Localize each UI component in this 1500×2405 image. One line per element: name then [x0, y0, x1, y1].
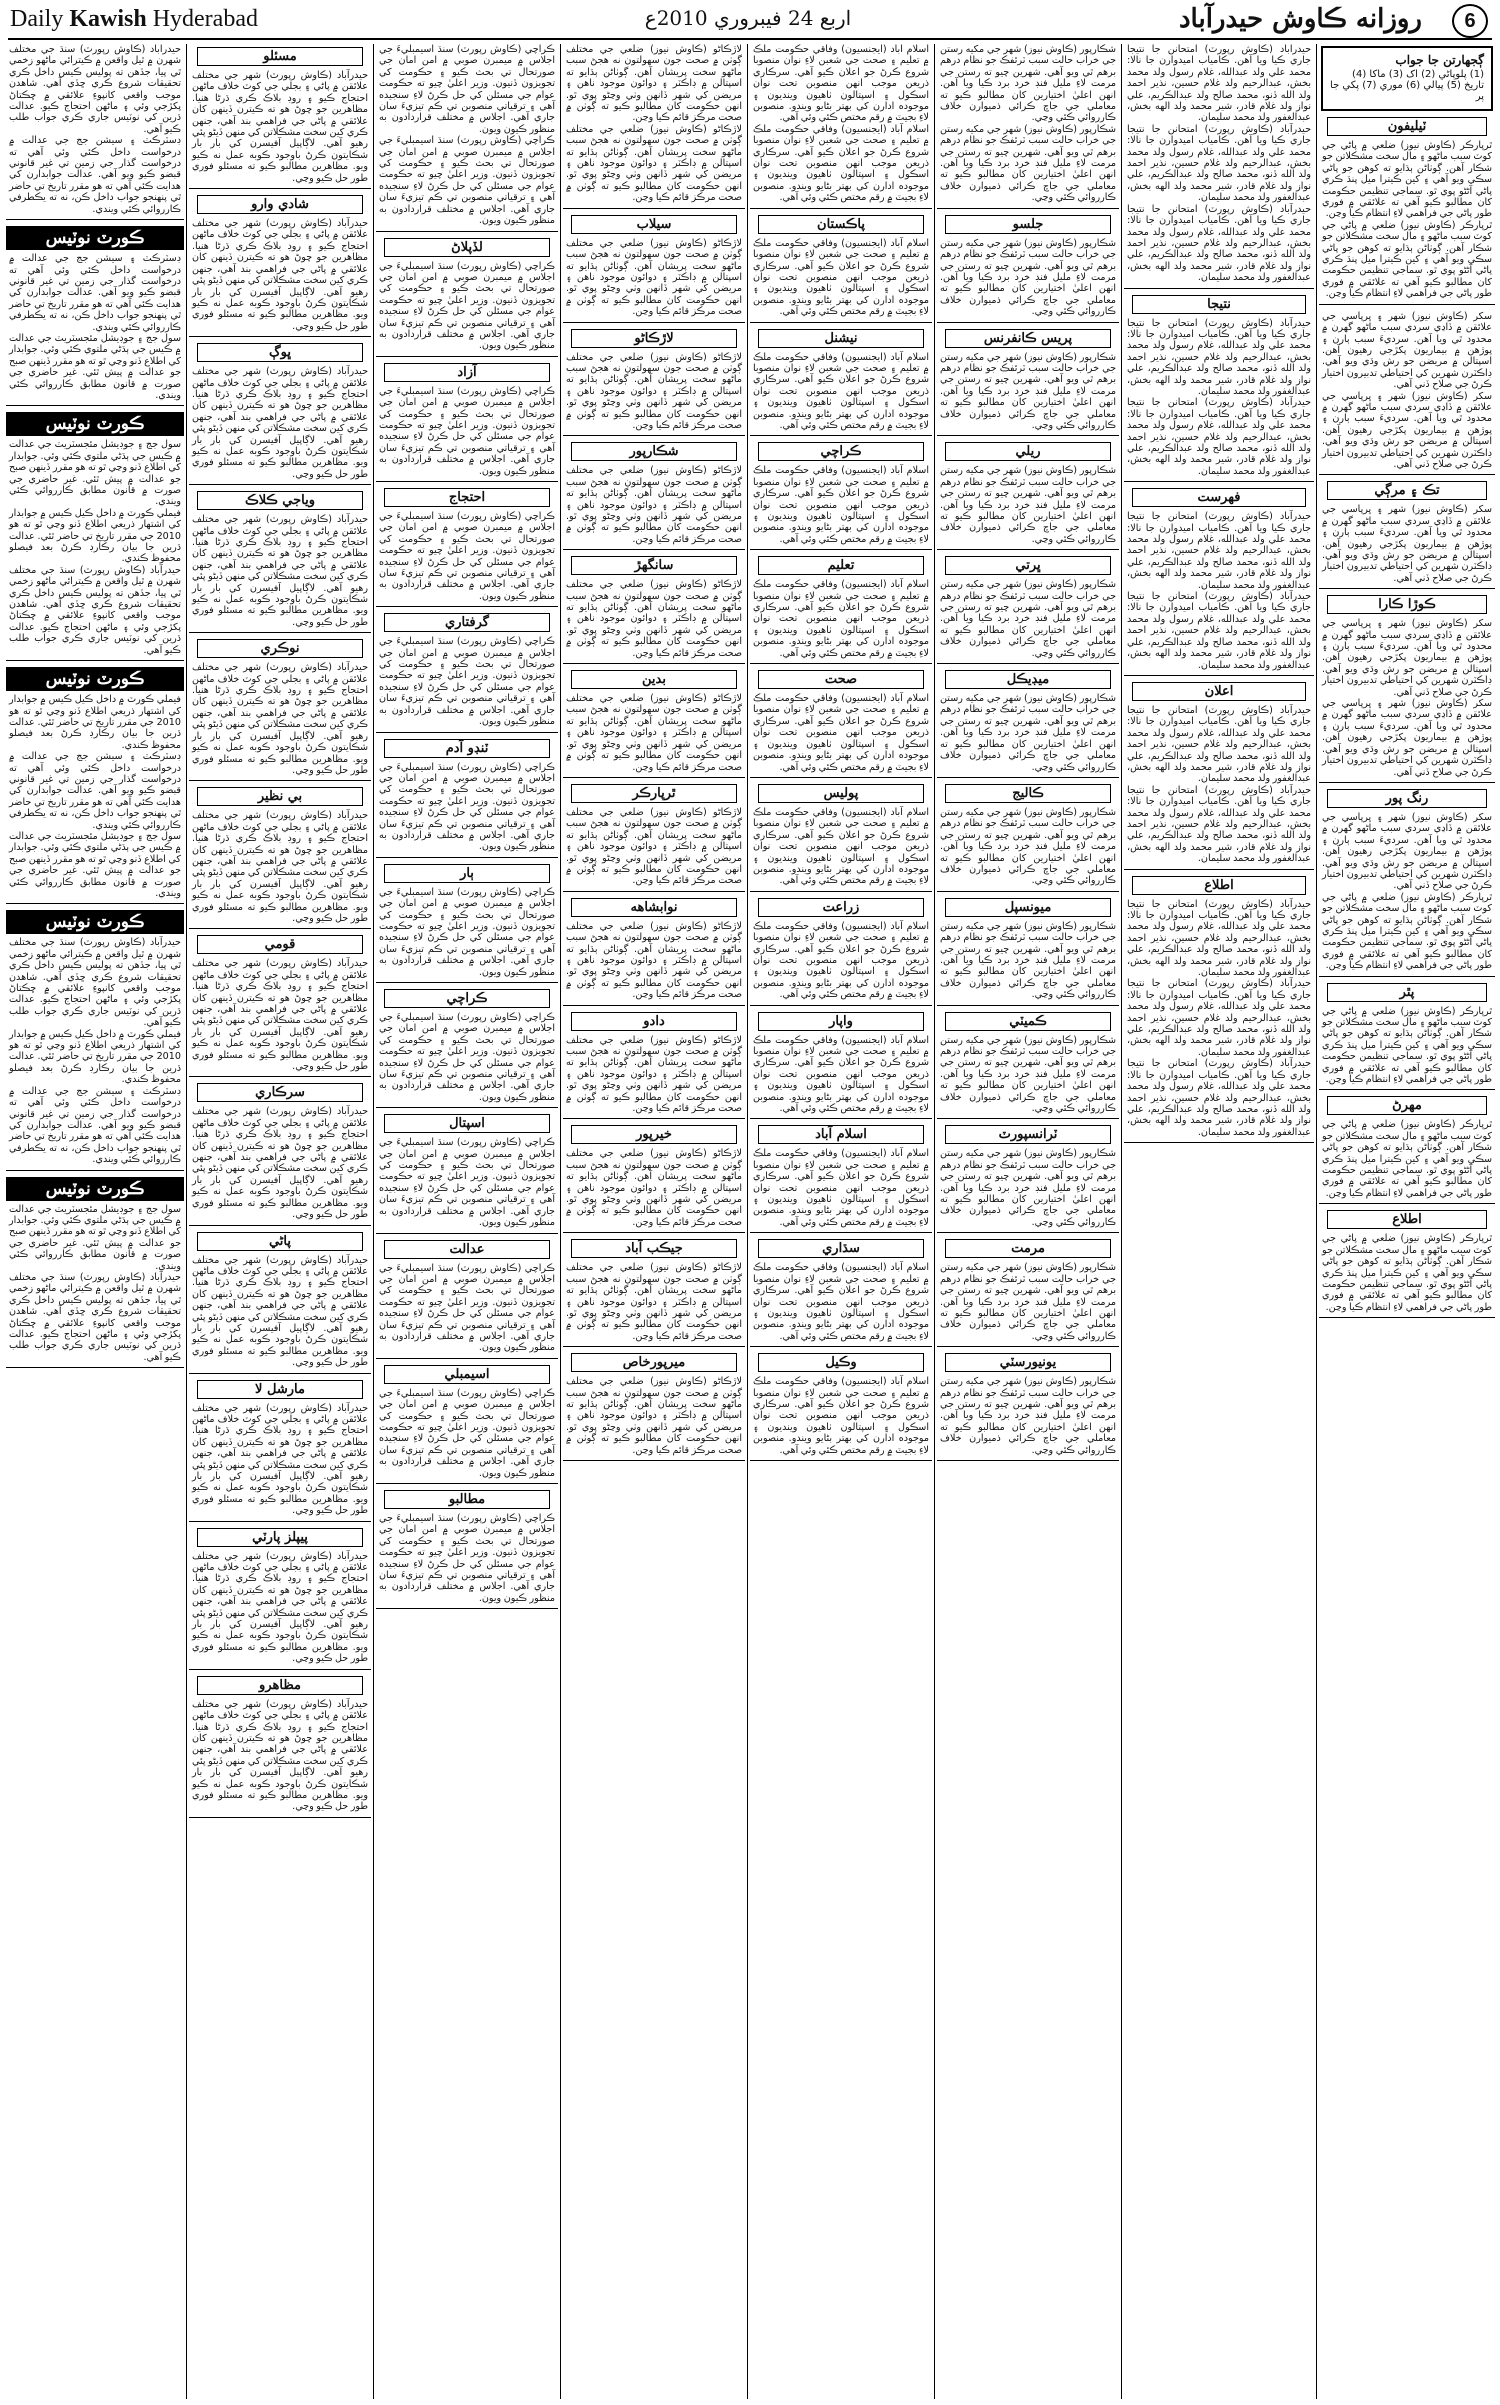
story: [937, 1125, 1119, 1233]
story-text: حيدرآباد (ڪاوش رپورٽ) شهر جي مختلف علائقن ۾ پاڻي ۽ بجلي جي کوٽ خلاف ماڻهن احتجاج ڪيو ۽ روڊ بلاڪ ڪري ڌرڻا هنيا. مظاهرين جو چوڻ هو ته ڪيترن ڏينهن کان علائقي ۾ پاڻي جي فراهمي بند آهي، جنهن ڪري کين سخت مشڪلاتن کي منهن ڏيڻو پئي رهيو آهي. لاڳاپيل آفيسرن کي بار بار شڪايتون ڪرڻ باوجود ڪوبه عمل نه ڪيو ويو. مظاهرين مطالبو ڪيو ته مسئلو فوري طور حل ڪيو وڃي.: [192, 70, 368, 184]
story: [563, 898, 745, 1006]
story-headline: سانگهڙ: [571, 556, 737, 575]
story: [563, 215, 745, 323]
story-text: ڊسٽرڪٽ ۽ سيشن جج جي عدالت ۾ درخواست داخل ڪئي وئي آهي ته درخواست گذار جي زمين تي غير قانوني قبضو ڪيو ويو آهي. عدالت جوابدارن کي هدايت ڪئي آهي ته هو مقرر تاريخ تي حاضر ٿي پنهنجو جواب داخل ڪن، نه ته يڪطرفي ڪارروائي ڪئي ويندي.: [9, 135, 181, 215]
story-text: لاڙڪاڻو (ڪاوش نيوز) ضلعي جي مختلف ڳوٺن ۾ صحت جون سهولتون نه هجڻ سبب ماڻهو سخت پريشان آهن. ڳوٺاڻن ٻڌايو ته اسپتالن ۾ ڊاڪٽر ۽ دوائون موجود ناهن ۽ مريضن کي شهر ڏانهن وٺي وڃڻو پوي ٿو. انهن حڪومت کان مطالبو ڪيو ته ڳوٺن ۾ صحت مرڪز قائم ڪيا وڃن.: [566, 465, 742, 545]
story-text: سول جج ۽ جوڊيشل مئجسٽريٽ جي عدالت ۾ ڪيس جي ٻڌڻي ملتوي ڪئي وئي. جوابدار کي اطلاع ڏنو وڃي ٿو ته هو مقرر ڏينهن صبح جو عدالت ۾ پيش ٿئي. غير حاضري جي صورت ۾ قانون مطابق ڪارروائي ڪئي ويندي.: [9, 1203, 181, 1272]
story: [1124, 44, 1314, 289]
story-text: لاڙڪاڻو (ڪاوش نيوز) ضلعي جي مختلف ڳوٺن ۾ صحت جون سهولتون نه هجڻ سبب ماڻهو سخت پريشان آهن. ڳوٺاڻن ٻڌايو ته اسپتالن ۾ ڊاڪٽر ۽ دوائون موجود ناهن ۽ مريضن کي شهر ڏانهن وٺي وڃڻو پوي ٿو. انهن حڪومت کان مطالبو ڪيو ته ڳوٺن ۾ صحت مرڪز قائم ڪيا وڃن.: [566, 1034, 742, 1115]
story-headline: مظاهرو: [197, 1676, 363, 1695]
story: [189, 787, 371, 929]
story-text: ڊسٽرڪٽ ۽ سيشن جج جي عدالت ۾ درخواست داخل ڪئي وئي آهي ته درخواست گذار جي زمين تي غير قانوني قبضو ڪيو ويو آهي. عدالت جوابدارن کي هدايت ڪئي آهي ته هو مقرر تاريخ تي حاضر ٿي پنهنجو جواب داخل ڪن، نه ته يڪطرفي ڪارروائي ڪئي ويندي.: [9, 751, 181, 831]
quiz-answers-box: [1321, 46, 1493, 111]
story-text: حيدرآباد (ڪاوش رپورٽ) شهر جي مختلف علائقن ۾ پاڻي ۽ بجلي جي کوٽ خلاف ماڻهن احتجاج ڪيو ۽ روڊ بلاڪ ڪري ڌرڻا هنيا. مظاهرين جو چوڻ هو ته ڪيترن ڏينهن کان علائقي ۾ پاڻي جي فراهمي بند آهي، جنهن ڪري کين سخت مشڪلاتن کي منهن ڏيڻو پئي رهيو آهي. لاڳاپيل آفيسرن کي بار بار شڪايتون ڪرڻ باوجود ڪوبه عمل نه ڪيو ويو. مظاهرين مطالبو ڪيو ته مسئلو فوري طور حل ڪيو وڃي.: [192, 810, 368, 924]
story-text: ڪراچي (ڪاوش رپورٽ) سنڌ اسيمبليءَ جي اجلاس ۾ ميمبرن صوبي ۾ امن امان جي صورتحال تي بحث ڪيو ۽ حڪومت کي تجويزون ڏنيون. وزير اعليٰ چيو ته حڪومت عوام جي مسئلن کي حل ڪرڻ لاءِ سنجيده آهي ۽ ترقياتي منصوبن تي ڪم تيزيءَ سان جاري آهي. اجلاس ۾ مختلف قراردادون به منظور ڪيون ويون.: [379, 44, 555, 135]
story-headline: سرڪاري: [197, 1083, 363, 1102]
story-headline: پوليس: [758, 784, 924, 803]
story-text: اسلام آباد (ايجنسيون) وفاقي حڪومت ملڪ ۾ تعليم ۽ صحت جي شعبن لاءِ نوان منصوبا شروع ڪرڻ جو اعلان ڪيو آهي. سرڪاري ذريعن موجب انهن منصوبن تحت نوان اسڪول ۽ اسپتالون ٺاهيون وينديون ۽ موجوده ادارن کي بهتر بڻايو ويندو. منصوبن لاءِ بجيٽ ۾ رقم مختص ڪئي وئي آهي.: [753, 123, 929, 204]
story-headline: احتجاج: [384, 488, 550, 507]
court-notice-banner: ڪورٽ نوٽيس: [6, 226, 184, 250]
story-headline: ٽيليفون: [1327, 117, 1487, 136]
story: [6, 694, 184, 904]
title-prefix: Daily: [10, 6, 64, 32]
column-rule: [934, 44, 935, 2399]
story: [937, 898, 1119, 1006]
story: [750, 44, 932, 209]
story: [1319, 481, 1495, 589]
story-headline: لڏپلاڻ: [384, 238, 550, 257]
story-headline: جيڪب آباد: [571, 1239, 737, 1258]
story-text: حيدرآباد (ڪاوش رپورٽ) امتحانن جا نتيجا جاري ڪيا ويا آهن. ڪامياب اميدوارن جا نالا: محمد علي ولد عبدالله، غلام رسول ولد محمد بخش، عبدالرحيم ولد غلام حسين، نذير احمد ولد الله ڏنو، محمد صالح ولد عبدالڪريم، علي نواز ولد غلام قادر، شير محمد ولد الهه بخش، عبدالغفور ولد محمد سليمان.: [1127, 978, 1311, 1058]
story-text: ڪراچي (ڪاوش رپورٽ) سنڌ اسيمبليءَ جي اجلاس ۾ ميمبرن صوبي ۾ امن امان جي صورتحال تي بحث ڪيو ۽ حڪومت کي تجويزون ڏنيون. وزير اعليٰ چيو ته حڪومت عوام جي مسئلن کي حل ڪرڻ لاءِ سنجيده آهي ۽ ترقياتي منصوبن تي ڪم تيزيءَ سان جاري آهي. اجلاس ۾ مختلف قراردادون به منظور ڪيون ويون.: [379, 511, 555, 602]
column-rule: [747, 44, 748, 2399]
story: [6, 44, 184, 220]
column-rule: [1316, 44, 1317, 2399]
story-headline: ڪميٽي: [945, 1012, 1111, 1031]
story-headline: لاڙڪاڻو: [571, 329, 737, 348]
story-headline: پيپلز پارٽي: [197, 1528, 363, 1547]
story: [6, 439, 184, 661]
story-text: حيدرآباد (ڪاوش رپورٽ) شهر جي مختلف علائقن ۾ پاڻي ۽ بجلي جي کوٽ خلاف ماڻهن احتجاج ڪيو ۽ روڊ بلاڪ ڪري ڌرڻا هنيا. مظاهرين جو چوڻ هو ته ڪيترن ڏينهن کان علائقي ۾ پاڻي جي فراهمي بند آهي، جنهن ڪري کين سخت مشڪلاتن کي منهن ڏيڻو پئي رهيو آهي. لاڳاپيل آفيسرن کي بار بار شڪايتون ڪرڻ باوجود ڪوبه عمل نه ڪيو ويو. مظاهرين مطالبو ڪيو ته مسئلو فوري طور حل ڪيو وڃي.: [192, 366, 368, 480]
story: [563, 1353, 745, 1461]
story-headline: تڪ ۽ مرڳي: [1327, 481, 1487, 500]
story-text: لاڙڪاڻو (ڪاوش نيوز) ضلعي جي مختلف ڳوٺن ۾ صحت جون سهولتون نه هجڻ سبب ماڻهو سخت پريشان آهن. ڳوٺاڻن ٻڌايو ته اسپتالن ۾ ڊاڪٽر ۽ دوائون موجود ناهن ۽ مريضن کي شهر ڏانهن وٺي وڃڻو پوي ٿو. انهن حڪومت کان مطالبو ڪيو ته ڳوٺن ۾ صحت مرڪز قائم ڪيا وڃن.: [566, 920, 742, 1001]
masthead-title-english: [10, 6, 258, 33]
story-headline: ميڊيڪل: [945, 670, 1111, 689]
story: [563, 442, 745, 550]
story: [750, 329, 932, 437]
story-text: اسلام آباد (ايجنسيون) وفاقي حڪومت ملڪ ۾ تعليم ۽ صحت جي شعبن لاءِ نوان منصوبا شروع ڪرڻ جو اعلان ڪيو آهي. سرڪاري ذريعن موجب انهن منصوبن تحت نوان اسڪول ۽ اسپتالون ٺاهيون وينديون ۽ موجوده ادارن کي بهتر بڻايو ويندو. منصوبن لاءِ بجيٽ ۾ رقم مختص ڪئي وئي آهي.: [753, 693, 929, 773]
story-text: حيدرآباد (ڪاوش رپورٽ) شهر جي مختلف علائقن ۾ پاڻي ۽ بجلي جي کوٽ خلاف ماڻهن احتجاج ڪيو ۽ روڊ بلاڪ ڪري ڌرڻا هنيا. مظاهرين جو چوڻ هو ته ڪيترن ڏينهن کان علائقي ۾ پاڻي جي فراهمي بند آهي، جنهن ڪري کين سخت مشڪلاتن کي منهن ڏيڻو پئي رهيو آهي. لاڳاپيل آفيسرن کي بار بار شڪايتون ڪرڻ باوجود ڪوبه عمل نه ڪيو ويو. مظاهرين مطالبو ڪيو ته مسئلو فوري طور حل ڪيو وڃي.: [192, 218, 368, 332]
story-text: حيدرآباد (ڪاوش رپورٽ) شهر جي مختلف علائقن ۾ پاڻي ۽ بجلي جي کوٽ خلاف ماڻهن احتجاج ڪيو ۽ روڊ بلاڪ ڪري ڌرڻا هنيا. مظاهرين جو چوڻ هو ته ڪيترن ڏينهن کان علائقي ۾ پاڻي جي فراهمي بند آهي، جنهن ڪري کين سخت مشڪلاتن کي منهن ڏيڻو پئي رهيو آهي. لاڳاپيل آفيسرن کي بار بار شڪايتون ڪرڻ باوجود ڪوبه عمل نه ڪيو ويو. مظاهرين مطالبو ڪيو ته مسئلو فوري طور حل ڪيو وڃي.: [192, 1106, 368, 1221]
column-4: [563, 44, 745, 2399]
story-text: ٿرپارڪر (ڪاوش نيوز) ضلعي ۾ پاڻي جي کوٽ سبب ماڻهو ۽ مال سخت مشڪلاتن جو شڪار آهن. ڳوٺاڻن ٻڌايو ته کوهن جو پاڻي سڪي ويو آهي ۽ کين ڪيترا ميل پنڌ ڪري پاڻي آڻڻو پوي ٿو. سماجي تنظيمن حڪومت کان مطالبو ڪيو آهي ته علائقي ۾ فوري طور پاڻي جي فراهمي لاءِ انتظام ڪيا وڃن.: [1322, 891, 1492, 972]
story-headline: اطلاع: [1132, 876, 1306, 895]
story: [563, 44, 745, 209]
story: [563, 556, 745, 664]
story: [563, 784, 745, 892]
story-text: سول جج ۽ جوڊيشل مئجسٽريٽ جي عدالت ۾ ڪيس جي ٻڌڻي ملتوي ڪئي وئي. جوابدار کي اطلاع ڏنو وڃي ٿو ته هو مقرر ڏينهن صبح جو عدالت ۾ پيش ٿئي. غير حاضري جي صورت ۾ قانون مطابق ڪارروائي ڪئي ويندي.: [9, 439, 181, 508]
story: [376, 44, 558, 232]
story-text: شڪارپور (ڪاوش نيوز) شهر جي مکيه رستن جي خراب حالت سبب ٽرئفڪ جو نظام درهم برهم ٿي ويو آهي. شهرين چيو ته رستن جي مرمت لاءِ مليل فنڊ خرد برد ڪيا ويا آهن. انهن اعليٰ اختيارين کان مطالبو ڪيو ته معاملي جي جاچ ڪرائي ذميوارن خلاف ڪارروائي ڪئي وڃي.: [940, 1034, 1116, 1115]
story-headline: اسلام آباد: [758, 1125, 924, 1144]
story-text: ڪراچي (ڪاوش رپورٽ) سنڌ اسيمبليءَ جي اجلاس ۾ ميمبرن صوبي ۾ امن امان جي صورتحال تي بحث ڪيو ۽ حڪومت کي تجويزون ڏنيون. وزير اعليٰ چيو ته حڪومت عوام جي مسئلن کي حل ڪرڻ لاءِ سنجيده آهي ۽ ترقياتي منصوبن تي ڪم تيزيءَ سان جاري آهي. اجلاس ۾ مختلف قراردادون به منظور ڪيون ويون.: [379, 636, 555, 728]
story-text: حيدرآباد (ڪاوش رپورٽ) سنڌ جي مختلف شهرن ۾ ٿيل واقعن ۾ ڪيترائي ماڻهو زخمي ٿي پيا، جڏهن ته پوليس ڪيس داخل ڪري تحقيقات شروع ڪري ڇڏي آهي. شاهدن موجب واقعي کانپوءِ علائقي ۾ ڇڪتاڻ پکڙجي وئي ۽ ماڻهن احتجاج ڪيو. عدالت ڌرين کي نوٽيس جاري ڪري جواب طلب ڪيو آهي.: [9, 1271, 181, 1363]
story: [1124, 682, 1314, 870]
column-rule: [1121, 44, 1122, 2399]
story-text: اسلام آباد (ايجنسيون) وفاقي حڪومت ملڪ ۾ تعليم ۽ صحت جي شعبن لاءِ نوان منصوبا شروع ڪرڻ جو اعلان ڪيو آهي. سرڪاري ذريعن موجب انهن منصوبن تحت نوان اسڪول ۽ اسپتالون ٺاهيون وينديون ۽ موجوده ادارن کي بهتر بڻايو ويندو. منصوبن لاءِ بجيٽ ۾ رقم مختص ڪئي وئي آهي.: [753, 806, 929, 887]
story-headline: دادو: [571, 1012, 737, 1031]
story-text: شڪارپور (ڪاوش نيوز) شهر جي مکيه رستن جي خراب حالت سبب ٽرئفڪ جو نظام درهم برهم ٿي ويو آهي. شهرين چيو ته رستن جي مرمت لاءِ مليل فنڊ خرد برد ڪيا ويا آهن. انهن اعليٰ اختيارين کان مطالبو ڪيو ته معاملي جي جاچ ڪرائي ذميوارن خلاف ڪارروائي ڪئي وڃي.: [940, 237, 1116, 318]
story-text: شڪارپور (ڪاوش نيوز) شهر جي مکيه رستن جي خراب حالت سبب ٽرئفڪ جو نظام درهم برهم ٿي ويو آهي. شهرين چيو ته رستن جي مرمت لاءِ مليل فنڊ خرد برد ڪيا ويا آهن. انهن اعليٰ اختيارين کان مطالبو ڪيو ته معاملي جي جاچ ڪرائي ذميوارن خلاف ڪارروائي ڪئي وڃي.: [940, 351, 1116, 431]
story: [1319, 117, 1495, 305]
story-headline: وياجي ڪلاڪ: [197, 491, 363, 510]
story-headline: واپار: [758, 1012, 924, 1031]
story: [937, 1353, 1119, 1461]
story-text: حيدرآباد (ڪاوش رپورٽ) امتحانن جا نتيجا جاري ڪيا ويا آهن. ڪامياب اميدوارن جا نالا: محمد علي ولد عبدالله، غلام رسول ولد محمد بخش، عبدالرحيم ولد غلام حسين، نذير احمد ولد الله ڏنو، محمد صالح ولد عبدالڪريم، علي نواز ولد غلام قادر، شير محمد ولد الهه بخش، عبدالغفور ولد محمد سليمان.: [1127, 704, 1311, 785]
story-text: حيدرآباد (ڪاوش رپورٽ) شهر جي مختلف علائقن ۾ پاڻي ۽ بجلي جي کوٽ خلاف ماڻهن احتجاج ڪيو ۽ روڊ بلاڪ ڪري ڌرڻا هنيا. مظاهرين جو چوڻ هو ته ڪيترن ڏينهن کان علائقي ۾ پاڻي جي فراهمي بند آهي، جنهن ڪري کين سخت مشڪلاتن کي منهن ڏيڻو پئي رهيو آهي. لاڳاپيل آفيسرن کي بار بار شڪايتون ڪرڻ باوجود ڪوبه عمل نه ڪيو ويو. مظاهرين مطالبو ڪيو ته مسئلو فوري طور حل ڪيو وڃي.: [192, 1550, 368, 1665]
story-headline: خيرپور: [571, 1125, 737, 1144]
story: [376, 739, 558, 858]
story: [189, 1083, 371, 1225]
story: [937, 670, 1119, 778]
story-text: اسلام آباد (ايجنسيون) وفاقي حڪومت ملڪ ۾ تعليم ۽ صحت جي شعبن لاءِ نوان منصوبا شروع ڪرڻ جو اعلان ڪيو آهي. سرڪاري ذريعن موجب انهن منصوبن تحت نوان اسڪول ۽ اسپتالون ٺاهيون وينديون ۽ موجوده ادارن کي بهتر بڻايو ويندو. منصوبن لاءِ بجيٽ ۾ رقم مختص ڪئي وئي آهي.: [753, 579, 929, 659]
story-text: حيدرآباد (ڪاوش رپورٽ) امتحانن جا نتيجا جاري ڪيا ويا آهن. ڪامياب اميدوارن جا نالا: محمد علي ولد عبدالله، غلام رسول ولد محمد بخش، عبدالرحيم ولد غلام حسين، نذير احمد ولد الله ڏنو، محمد صالح ولد عبدالڪريم، علي نواز ولد غلام قادر، شير محمد ولد الهه بخش، عبدالغفور ولد محمد سليمان.: [1127, 123, 1311, 204]
story-text: سکر (ڪاوش نيوز) شهر ۽ ڀرپاسي جي علائقن ۾ ڏاڍي سردي سبب ماڻهو گهرن ۾ محدود ٿي ويا آهن. سرديءَ سبب ٻارن ۽ پوڙهن ۾ بيماريون پکڙجي رهيون آهن. اسپتالن ۾ مريضن جو رش وڌي ويو آهي. ڊاڪٽرن شهرين کي احتياطي تدبيرون اختيار ڪرڻ جي صلاح ڏني آهي.: [1322, 310, 1492, 391]
story-headline: ڀوڳ: [197, 343, 363, 362]
story: [937, 556, 1119, 664]
story: [1319, 311, 1495, 476]
story-headline: مسئلو: [197, 47, 363, 66]
story: [376, 1490, 558, 1609]
story: [376, 613, 558, 732]
story: [376, 1114, 558, 1233]
column-7: [1124, 44, 1314, 2399]
story: [1319, 595, 1495, 783]
story: [937, 329, 1119, 437]
story: [6, 253, 184, 406]
column-rule: [186, 44, 187, 2399]
story-headline: ڪراچي: [758, 442, 924, 461]
story-text: سکر (ڪاوش نيوز) شهر ۽ ڀرپاسي جي علائقن ۾ ڏاڍي سردي سبب ماڻهو گهرن ۾ محدود ٿي ويا آهن. سرديءَ سبب ٻارن ۽ پوڙهن ۾ بيماريون پکڙجي رهيون آهن. اسپتالن ۾ مريضن جو رش وڌي ويو آهي. ڊاڪٽرن شهرين کي احتياطي تدبيرون اختيار ڪرڻ جي صلاح ڏني آهي.: [1322, 698, 1492, 778]
story: [6, 937, 184, 1170]
story-text: لاڙڪاڻو (ڪاوش نيوز) ضلعي جي مختلف ڳوٺن ۾ صحت جون سهولتون نه هجڻ سبب ماڻهو سخت پريشان آهن. ڳوٺاڻن ٻڌايو ته اسپتالن ۾ ڊاڪٽر ۽ دوائون موجود ناهن ۽ مريضن کي شهر ڏانهن وٺي وڃڻو پوي ٿو. انهن حڪومت کان مطالبو ڪيو ته ڳوٺن ۾ صحت مرڪز قائم ڪيا وڃن.: [566, 579, 742, 659]
story-headline: سڌاري: [758, 1239, 924, 1258]
story-headline: جلسو: [945, 215, 1111, 234]
story-text: سکر (ڪاوش نيوز) شهر ۽ ڀرپاسي جي علائقن ۾ ڏاڍي سردي سبب ماڻهو گهرن ۾ محدود ٿي ويا آهن. سرديءَ سبب ٻارن ۽ پوڙهن ۾ بيماريون پکڙجي رهيون آهن. اسپتالن ۾ مريضن جو رش وڌي ويو آهي. ڊاڪٽرن شهرين کي احتياطي تدبيرون اختيار ڪرڻ جي صلاح ڏني آهي.: [1322, 504, 1492, 584]
story-text: ڪراچي (ڪاوش رپورٽ) سنڌ اسيمبليءَ جي اجلاس ۾ ميمبرن صوبي ۾ امن امان جي صورتحال تي بحث ڪيو ۽ حڪومت کي تجويزون ڏنيون. وزير اعليٰ چيو ته حڪومت عوام جي مسئلن کي حل ڪرڻ لاءِ سنجيده آهي ۽ ترقياتي منصوبن تي ڪم تيزيءَ سان جاري آهي. اجلاس ۾ مختلف قراردادون به منظور ڪيون ويون.: [379, 1387, 555, 1479]
story: [189, 47, 371, 189]
story-text: سول جج ۽ جوڊيشل مئجسٽريٽ جي عدالت ۾ ڪيس جي ٻڌڻي ملتوي ڪئي وئي. جوابدار کي اطلاع ڏنو وڃي ٿو ته هو مقرر ڏينهن صبح جو عدالت ۾ پيش ٿئي. غير حاضري جي صورت ۾ قانون مطابق ڪارروائي ڪئي ويندي.: [9, 332, 181, 401]
story-text: سکر (ڪاوش نيوز) شهر ۽ ڀرپاسي جي علائقن ۾ ڏاڍي سردي سبب ماڻهو گهرن ۾ محدود ٿي ويا آهن. سرديءَ سبب ٻارن ۽ پوڙهن ۾ بيماريون پکڙجي رهيون آهن. اسپتالن ۾ مريضن جو رش وڌي ويو آهي. ڊاڪٽرن شهرين کي احتياطي تدبيرون اختيار ڪرڻ جي صلاح ڏني آهي.: [1322, 618, 1492, 698]
story-text: اسلام آباد (ايجنسيون) وفاقي حڪومت ملڪ ۾ تعليم ۽ صحت جي شعبن لاءِ نوان منصوبا شروع ڪرڻ جو اعلان ڪيو آهي. سرڪاري ذريعن موجب انهن منصوبن تحت نوان اسڪول ۽ اسپتالون ٺاهيون وينديون ۽ موجوده ادارن کي بهتر بڻايو ويندو. منصوبن لاءِ بجيٽ ۾ رقم مختص ڪئي وئي آهي.: [753, 44, 929, 124]
story: [189, 1528, 371, 1670]
story-text: اسلام آباد (ايجنسيون) وفاقي حڪومت ملڪ ۾ تعليم ۽ صحت جي شعبن لاءِ نوان منصوبا شروع ڪرڻ جو اعلان ڪيو آهي. سرڪاري ذريعن موجب انهن منصوبن تحت نوان اسڪول ۽ اسپتالون ٺاهيون وينديون ۽ موجوده ادارن کي بهتر بڻايو ويندو. منصوبن لاءِ بجيٽ ۾ رقم مختص ڪئي وئي آهي.: [753, 465, 929, 545]
story: [6, 1204, 184, 1369]
story: [1124, 876, 1314, 1144]
story: [937, 44, 1119, 209]
story-text: شڪارپور (ڪاوش نيوز) شهر جي مکيه رستن جي خراب حالت سبب ٽرئفڪ جو نظام درهم برهم ٿي ويو آهي. شهرين چيو ته رستن جي مرمت لاءِ مليل فنڊ خرد برد ڪيا ويا آهن. انهن اعليٰ اختيارين کان مطالبو ڪيو ته معاملي جي جاچ ڪرائي ذميوارن خلاف ڪارروائي ڪئي وڃي.: [940, 1148, 1116, 1228]
story: [1124, 295, 1314, 483]
story: [1319, 789, 1495, 977]
story-text: حيدرآباد (ڪاوش رپورٽ) امتحانن جا نتيجا جاري ڪيا ويا آهن. ڪامياب اميدوارن جا نالا: محمد علي ولد عبدالله، غلام رسول ولد محمد بخش، عبدالرحيم ولد غلام حسين، نذير احمد ولد الله ڏنو، محمد صالح ولد عبدالڪريم، علي نواز ولد غلام قادر، شير محمد ولد الهه بخش، عبدالغفور ولد محمد سليمان.: [1127, 397, 1311, 477]
story-text: سکر (ڪاوش نيوز) شهر ۽ ڀرپاسي جي علائقن ۾ ڏاڍي سردي سبب ماڻهو گهرن ۾ محدود ٿي ويا آهن. سرديءَ سبب ٻارن ۽ پوڙهن ۾ بيماريون پکڙجي رهيون آهن. اسپتالن ۾ مريضن جو رش وڌي ويو آهي. ڊاڪٽرن شهرين کي احتياطي تدبيرون اختيار ڪرڻ جي صلاح ڏني آهي.: [1322, 811, 1492, 892]
story-headline: سيلاب: [571, 215, 737, 234]
story-text: حيدرآباد (ڪاوش رپورٽ) شهر جي مختلف علائقن ۾ پاڻي ۽ بجلي جي کوٽ خلاف ماڻهن احتجاج ڪيو ۽ روڊ بلاڪ ڪري ڌرڻا هنيا. مظاهرين جو چوڻ هو ته ڪيترن ڏينهن کان علائقي ۾ پاڻي جي فراهمي بند آهي، جنهن ڪري کين سخت مشڪلاتن کي منهن ڏيڻو پئي رهيو آهي. لاڳاپيل آفيسرن کي بار بار شڪايتون ڪرڻ باوجود ڪوبه عمل نه ڪيو ويو. مظاهرين مطالبو ڪيو ته مسئلو فوري طور حل ڪيو وڃي.: [192, 958, 368, 1073]
story: [750, 1012, 932, 1120]
column-5: [750, 44, 932, 2399]
story-headline: مرمت: [945, 1239, 1111, 1258]
column-2: [189, 44, 371, 2399]
story-text: فيملي ڪورٽ ۾ داخل ڪيل ڪيس ۾ جوابدار کي اشتهار ذريعي اطلاع ڏنو وڃي ٿو ته هو 2010 جي مقرر تاريخ تي حاضر ٿئي. عدالت ڌرين جا بيان رڪارڊ ڪرڻ بعد فيصلو محفوظ ڪندي.: [9, 507, 181, 565]
court-notice-banner: ڪورٽ نوٽيس: [6, 412, 184, 436]
story-headline: اعلان: [1132, 682, 1306, 701]
story-headline: بدين: [571, 670, 737, 689]
title-brand: Kawish: [69, 6, 147, 32]
story-headline: بي نظير: [197, 787, 363, 806]
story-text: ڪراچي (ڪاوش رپورٽ) سنڌ اسيمبليءَ جي اجلاس ۾ ميمبرن صوبي ۾ امن امان جي صورتحال تي بحث ڪيو ۽ حڪومت کي تجويزون ڏنيون. وزير اعليٰ چيو ته حڪومت عوام جي مسئلن کي حل ڪرڻ لاءِ سنجيده آهي ۽ ترقياتي منصوبن تي ڪم تيزيءَ سان جاري آهي. اجلاس ۾ مختلف قراردادون به منظور ڪيون ويون.: [379, 1012, 555, 1103]
story-text: شڪارپور (ڪاوش نيوز) شهر جي مکيه رستن جي خراب حالت سبب ٽرئفڪ جو نظام درهم برهم ٿي ويو آهي. شهرين چيو ته رستن جي مرمت لاءِ مليل فنڊ خرد برد ڪيا ويا آهن. انهن اعليٰ اختيارين کان مطالبو ڪيو ته معاملي جي جاچ ڪرائي ذميوارن خلاف ڪارروائي ڪئي وڃي.: [940, 465, 1116, 545]
masthead: [8, 4, 1492, 40]
story-text: ڊسٽرڪٽ ۽ سيشن جج جي عدالت ۾ درخواست داخل ڪئي وئي آهي ته درخواست گذار جي زمين تي غير قانوني قبضو ڪيو ويو آهي. عدالت جوابدارن کي هدايت ڪئي آهي ته هو مقرر تاريخ تي حاضر ٿي پنهنجو جواب داخل ڪن، نه ته يڪطرفي ڪارروائي ڪئي ويندي.: [9, 253, 181, 333]
story-text: ٿرپارڪر (ڪاوش نيوز) ضلعي ۾ پاڻي جي کوٽ سبب ماڻهو ۽ مال سخت مشڪلاتن جو شڪار آهن. ڳوٺاڻن ٻڌايو ته کوهن جو پاڻي سڪي ويو آهي ۽ کين ڪيترا ميل پنڌ ڪري پاڻي آڻڻو پوي ٿو. سماجي تنظيمن حڪومت کان مطالبو ڪيو آهي ته علائقي ۾ فوري طور پاڻي جي فراهمي لاءِ انتظام ڪيا وڃن.: [1322, 1233, 1492, 1313]
court-notice-banner: ڪورٽ نوٽيس: [6, 910, 184, 934]
story-headline: عدالت: [384, 1240, 550, 1259]
story-text: لاڙڪاڻو (ڪاوش نيوز) ضلعي جي مختلف ڳوٺن ۾ صحت جون سهولتون نه هجڻ سبب ماڻهو سخت پريشان آهن. ڳوٺاڻن ٻڌايو ته اسپتالن ۾ ڊاڪٽر ۽ دوائون موجود ناهن ۽ مريضن کي شهر ڏانهن وٺي وڃڻو پوي ٿو. انهن حڪومت کان مطالبو ڪيو ته ڳوٺن ۾ صحت مرڪز قائم ڪيا وڃن.: [566, 806, 742, 887]
story: [750, 784, 932, 892]
story-headline: ٽنڊو آدم: [384, 739, 550, 758]
story-headline: ميونسپل: [945, 898, 1111, 917]
story-text: ڪراچي (ڪاوش رپورٽ) سنڌ اسيمبليءَ جي اجلاس ۾ ميمبرن صوبي ۾ امن امان جي صورتحال تي بحث ڪيو ۽ حڪومت کي تجويزون ڏنيون. وزير اعليٰ چيو ته حڪومت عوام جي مسئلن کي حل ڪرڻ لاءِ سنجيده آهي ۽ ترقياتي منصوبن تي ڪم تيزيءَ سان جاري آهي. اجلاس ۾ مختلف قراردادون به منظور ڪيون ويون.: [379, 1262, 555, 1354]
story-text: لاڙڪاڻو (ڪاوش نيوز) ضلعي جي مختلف ڳوٺن ۾ صحت جون سهولتون نه هجڻ سبب ماڻهو سخت پريشان آهن. ڳوٺاڻن ٻڌايو ته اسپتالن ۾ ڊاڪٽر ۽ دوائون موجود ناهن ۽ مريضن کي شهر ڏانهن وٺي وڃڻو پوي ٿو. انهن حڪومت کان مطالبو ڪيو ته ڳوٺن ۾ صحت مرڪز قائم ڪيا وڃن.: [566, 1148, 742, 1228]
story-text: اسلام آباد (ايجنسيون) وفاقي حڪومت ملڪ ۾ تعليم ۽ صحت جي شعبن لاءِ نوان منصوبا شروع ڪرڻ جو اعلان ڪيو آهي. سرڪاري ذريعن موجب انهن منصوبن تحت نوان اسڪول ۽ اسپتالون ٺاهيون وينديون ۽ موجوده ادارن کي بهتر بڻايو ويندو. منصوبن لاءِ بجيٽ ۾ رقم مختص ڪئي وئي آهي.: [753, 920, 929, 1001]
story-text: حيدرآباد (ڪاوش رپورٽ) امتحانن جا نتيجا جاري ڪيا ويا آهن. ڪامياب اميدوارن جا نالا: محمد علي ولد عبدالله، غلام رسول ولد محمد بخش، عبدالرحيم ولد غلام حسين، نذير احمد ولد الله ڏنو، محمد صالح ولد عبدالڪريم، علي نواز ولد غلام قادر، شير محمد ولد الهه بخش، عبدالغفور ولد محمد سليمان.: [1127, 44, 1311, 124]
story-text: ٿرپارڪر (ڪاوش نيوز) ضلعي ۾ پاڻي جي کوٽ سبب ماڻهو ۽ مال سخت مشڪلاتن جو شڪار آهن. ڳوٺاڻن ٻڌايو ته کوهن جو پاڻي سڪي ويو آهي ۽ کين ڪيترا ميل پنڌ ڪري پاڻي آڻڻو پوي ٿو. سماجي تنظيمن حڪومت کان مطالبو ڪيو آهي ته علائقي ۾ فوري طور پاڻي جي فراهمي لاءِ انتظام ڪيا وڃن.: [1322, 140, 1492, 220]
story: [189, 1380, 371, 1522]
story-headline: اطلاع: [1327, 1210, 1487, 1229]
story: [750, 1239, 932, 1347]
story-headline: آزاد: [384, 363, 550, 382]
story-headline: يونيورسٽي: [945, 1353, 1111, 1372]
column-rule: [373, 44, 374, 2399]
story: [937, 215, 1119, 323]
story-headline: شڪارپور: [571, 442, 737, 461]
story-text: شڪارپور (ڪاوش نيوز) شهر جي مکيه رستن جي خراب حالت سبب ٽرئفڪ جو نظام درهم برهم ٿي ويو آهي. شهرين چيو ته رستن جي مرمت لاءِ مليل فنڊ خرد برد ڪيا ويا آهن. انهن اعليٰ اختيارين کان مطالبو ڪيو ته معاملي جي جاچ ڪرائي ذميوارن خلاف ڪارروائي ڪئي وڃي.: [940, 806, 1116, 887]
story-text: شڪارپور (ڪاوش نيوز) شهر جي مکيه رستن جي خراب حالت سبب ٽرئفڪ جو نظام درهم برهم ٿي ويو آهي. شهرين چيو ته رستن جي مرمت لاءِ مليل فنڊ خرد برد ڪيا ويا آهن. انهن اعليٰ اختيارين کان مطالبو ڪيو ته معاملي جي جاچ ڪرائي ذميوارن خلاف ڪارروائي ڪئي وڃي.: [940, 44, 1116, 124]
story-text: فيملي ڪورٽ ۾ داخل ڪيل ڪيس ۾ جوابدار کي اشتهار ذريعي اطلاع ڏنو وڃي ٿو ته هو 2010 جي مقرر تاريخ تي حاضر ٿئي. عدالت ڌرين جا بيان رڪارڊ ڪرڻ بعد فيصلو محفوظ ڪندي.: [9, 694, 181, 751]
story: [1319, 983, 1495, 1091]
masthead-date: اربع 24 فيبروري 2010ع: [644, 6, 852, 30]
story-text: ڪراچي (ڪاوش رپورٽ) سنڌ اسيمبليءَ جي اجلاس ۾ ميمبرن صوبي ۾ امن امان جي صورتحال تي بحث ڪيو ۽ حڪومت کي تجويزون ڏنيون. وزير اعليٰ چيو ته حڪومت عوام جي مسئلن کي حل ڪرڻ لاءِ سنجيده آهي ۽ ترقياتي منصوبن تي ڪم تيزيءَ سان جاري آهي. اجلاس ۾ مختلف قراردادون به منظور ڪيون ويون.: [379, 260, 555, 352]
story-headline: تعليم: [758, 556, 924, 575]
story-text: ڪراچي (ڪاوش رپورٽ) سنڌ اسيمبليءَ جي اجلاس ۾ ميمبرن صوبي ۾ امن امان جي صورتحال تي بحث ڪيو ۽ حڪومت کي تجويزون ڏنيون. وزير اعليٰ چيو ته حڪومت عوام جي مسئلن کي حل ڪرڻ لاءِ سنجيده آهي ۽ ترقياتي منصوبن تي ڪم تيزيءَ سان جاري آهي. اجلاس ۾ مختلف قراردادون به منظور ڪيون ويون.: [379, 761, 555, 853]
story-text: سکر (ڪاوش نيوز) شهر ۽ ڀرپاسي جي علائقن ۾ ڏاڍي سردي سبب ماڻهو گهرن ۾ محدود ٿي ويا آهن. سرديءَ سبب ٻارن ۽ پوڙهن ۾ بيماريون پکڙجي رهيون آهن. اسپتالن ۾ مريضن جو رش وڌي ويو آهي. ڊاڪٽرن شهرين کي احتياطي تدبيرون اختيار ڪرڻ جي صلاح ڏني آهي.: [1322, 390, 1492, 470]
story-headline: اسيمبلي: [384, 1365, 550, 1384]
story-text: حيدرآباد (ڪاوش رپورٽ) امتحانن جا نتيجا جاري ڪيا ويا آهن. ڪامياب اميدوارن جا نالا: محمد علي ولد عبدالله، غلام رسول ولد محمد بخش، عبدالرحيم ولد غلام حسين، نذير احمد ولد الله ڏنو، محمد صالح ولد عبدالڪريم، علي نواز ولد غلام قادر، شير محمد ولد الهه بخش، عبدالغفور ولد محمد سليمان.: [1127, 317, 1311, 397]
story-text: حيدرآباد (ڪاوش رپورٽ) امتحانن جا نتيجا جاري ڪيا ويا آهن. ڪامياب اميدوارن جا نالا: محمد علي ولد عبدالله، غلام رسول ولد محمد بخش، عبدالرحيم ولد غلام حسين، نذير احمد ولد الله ڏنو، محمد صالح ولد عبدالڪريم، علي نواز ولد غلام قادر، شير محمد ولد الهه بخش، عبدالغفور ولد محمد سليمان.: [1127, 898, 1311, 979]
story-headline: وڪيل: [758, 1353, 924, 1372]
story: [1124, 488, 1314, 676]
quiz-answers: (1) پلوپاڻي (2) اک (3) ماکا (4) تاريخ (5) پيالي (6) موري (7) پکي جا پر: [1330, 69, 1484, 102]
masthead-title-sindhi: روزانه ڪاوش حيدرآباد: [1178, 4, 1422, 34]
story: [189, 491, 371, 633]
column-rule: [560, 44, 561, 2399]
story-text: لاڙڪاڻو (ڪاوش نيوز) ضلعي جي مختلف ڳوٺن ۾ صحت جون سهولتون نه هجڻ سبب ماڻهو سخت پريشان آهن. ڳوٺاڻن ٻڌايو ته اسپتالن ۾ ڊاڪٽر ۽ دوائون موجود ناهن ۽ مريضن کي شهر ڏانهن وٺي وڃڻو پوي ٿو. انهن حڪومت کان مطالبو ڪيو ته ڳوٺن ۾ صحت مرڪز قائم ڪيا وڃن.: [566, 237, 742, 318]
story-headline: مهرڻ: [1327, 1096, 1487, 1115]
story-headline: نتيجا: [1132, 295, 1306, 314]
story-headline: ٿرپارڪر: [571, 784, 737, 803]
story: [937, 784, 1119, 892]
story-text: ٿرپارڪر (ڪاوش نيوز) ضلعي ۾ پاڻي جي کوٽ سبب ماڻهو ۽ مال سخت مشڪلاتن جو شڪار آهن. ڳوٺاڻن ٻڌايو ته کوهن جو پاڻي سڪي ويو آهي ۽ کين ڪيترا ميل پنڌ ڪري پاڻي آڻڻو پوي ٿو. سماجي تنظيمن حڪومت کان مطالبو ڪيو آهي ته علائقي ۾ فوري طور پاڻي جي فراهمي لاءِ انتظام ڪيا وڃن.: [1322, 219, 1492, 300]
story-headline: ڪاليج: [945, 784, 1111, 803]
column-8: [1319, 44, 1495, 2399]
story: [563, 1239, 745, 1347]
story-text: اسلام آباد (ايجنسيون) وفاقي حڪومت ملڪ ۾ تعليم ۽ صحت جي شعبن لاءِ نوان منصوبا شروع ڪرڻ جو اعلان ڪيو آهي. سرڪاري ذريعن موجب انهن منصوبن تحت نوان اسڪول ۽ اسپتالون ٺاهيون وينديون ۽ موجوده ادارن کي بهتر بڻايو ويندو. منصوبن لاءِ بجيٽ ۾ رقم مختص ڪئي وئي آهي.: [753, 1034, 929, 1115]
story-text: لاڙڪاڻو (ڪاوش نيوز) ضلعي جي مختلف ڳوٺن ۾ صحت جون سهولتون نه هجڻ سبب ماڻهو سخت پريشان آهن. ڳوٺاڻن ٻڌايو ته اسپتالن ۾ ڊاڪٽر ۽ دوائون موجود ناهن ۽ مريضن کي شهر ڏانهن وٺي وڃڻو پوي ٿو. انهن حڪومت کان مطالبو ڪيو ته ڳوٺن ۾ صحت مرڪز قائم ڪيا وڃن.: [566, 693, 742, 773]
story-headline: ڪراچي: [384, 989, 550, 1008]
story: [563, 1125, 745, 1233]
story: [376, 1365, 558, 1484]
story-headline: فهرست: [1132, 488, 1306, 507]
story-text: ڪراچي (ڪاوش رپورٽ) سنڌ اسيمبليءَ جي اجلاس ۾ ميمبرن صوبي ۾ امن امان جي صورتحال تي بحث ڪيو ۽ حڪومت کي تجويزون ڏنيون. وزير اعليٰ چيو ته حڪومت عوام جي مسئلن کي حل ڪرڻ لاءِ سنجيده آهي ۽ ترقياتي منصوبن تي ڪم تيزيءَ سان جاري آهي. اجلاس ۾ مختلف قراردادون به منظور ڪيون ويون.: [379, 886, 555, 978]
story-text: شڪارپور (ڪاوش نيوز) شهر جي مکيه رستن جي خراب حالت سبب ٽرئفڪ جو نظام درهم برهم ٿي ويو آهي. شهرين چيو ته رستن جي مرمت لاءِ مليل فنڊ خرد برد ڪيا ويا آهن. انهن اعليٰ اختيارين کان مطالبو ڪيو ته معاملي جي جاچ ڪرائي ذميوارن خلاف ڪارروائي ڪئي وڃي.: [940, 579, 1116, 659]
story: [750, 1125, 932, 1233]
story: [376, 989, 558, 1108]
story-text: حيدرآباد (ڪاوش رپورٽ) امتحانن جا نتيجا جاري ڪيا ويا آهن. ڪامياب اميدوارن جا نالا: محمد علي ولد عبدالله، غلام رسول ولد محمد بخش، عبدالرحيم ولد غلام حسين، نذير احمد ولد الله ڏنو، محمد صالح ولد عبدالڪريم، علي نواز ولد غلام قادر، شير محمد ولد الهه بخش، عبدالغفور ولد محمد سليمان.: [1127, 511, 1311, 591]
story-headline: ٻار: [384, 864, 550, 883]
story-text: لاڙڪاڻو (ڪاوش نيوز) ضلعي جي مختلف ڳوٺن ۾ صحت جون سهولتون نه هجڻ سبب ماڻهو سخت پريشان آهن. ڳوٺاڻن ٻڌايو ته اسپتالن ۾ ڊاڪٽر ۽ دوائون موجود ناهن ۽ مريضن کي شهر ڏانهن وٺي وڃڻو پوي ٿو. انهن حڪومت کان مطالبو ڪيو ته ڳوٺن ۾ صحت مرڪز قائم ڪيا وڃن.: [566, 351, 742, 431]
story-text: حيدرآباد (ڪاوش رپورٽ) امتحانن جا نتيجا جاري ڪيا ويا آهن. ڪامياب اميدوارن جا نالا: محمد علي ولد عبدالله، غلام رسول ولد محمد بخش، عبدالرحيم ولد غلام حسين، نذير احمد ولد الله ڏنو، محمد صالح ولد عبدالڪريم، علي نواز ولد غلام قادر، شير محمد ولد الهه بخش، عبدالغفور ولد محمد سليمان.: [1127, 591, 1311, 671]
story-headline: ڪوڙا ڪارا: [1327, 595, 1487, 614]
story-headline: صحت: [758, 670, 924, 689]
story-text: ٿرپارڪر (ڪاوش نيوز) ضلعي ۾ پاڻي جي کوٽ سبب ماڻهو ۽ مال سخت مشڪلاتن جو شڪار آهن. ڳوٺاڻن ٻڌايو ته کوهن جو پاڻي سڪي ويو آهي ۽ کين ڪيترا ميل پنڌ ڪري پاڻي آڻڻو پوي ٿو. سماجي تنظيمن حڪومت کان مطالبو ڪيو آهي ته علائقي ۾ فوري طور پاڻي جي فراهمي لاءِ انتظام ڪيا وڃن.: [1322, 1119, 1492, 1199]
story-text: شڪارپور (ڪاوش نيوز) شهر جي مکيه رستن جي خراب حالت سبب ٽرئفڪ جو نظام درهم برهم ٿي ويو آهي. شهرين چيو ته رستن جي مرمت لاءِ مليل فنڊ خرد برد ڪيا ويا آهن. انهن اعليٰ اختيارين کان مطالبو ڪيو ته معاملي جي جاچ ڪرائي ذميوارن خلاف ڪارروائي ڪئي وڃي.: [940, 123, 1116, 204]
story-text: لاڙڪاڻو (ڪاوش نيوز) ضلعي جي مختلف ڳوٺن ۾ صحت جون سهولتون نه هجڻ سبب ماڻهو سخت پريشان آهن. ڳوٺاڻن ٻڌايو ته اسپتالن ۾ ڊاڪٽر ۽ دوائون موجود ناهن ۽ مريضن کي شهر ڏانهن وٺي وڃڻو پوي ٿو. انهن حڪومت کان مطالبو ڪيو ته ڳوٺن ۾ صحت مرڪز قائم ڪيا وڃن.: [566, 44, 742, 124]
story-text: ڪراچي (ڪاوش رپورٽ) سنڌ اسيمبليءَ جي اجلاس ۾ ميمبرن صوبي ۾ امن امان جي صورتحال تي بحث ڪيو ۽ حڪومت کي تجويزون ڏنيون. وزير اعليٰ چيو ته حڪومت عوام جي مسئلن کي حل ڪرڻ لاءِ سنجيده آهي ۽ ترقياتي منصوبن تي ڪم تيزيءَ سان جاري آهي. اجلاس ۾ مختلف قراردادون به منظور ڪيون ويون.: [379, 1137, 555, 1229]
story-text: ڪراچي (ڪاوش رپورٽ) سنڌ اسيمبليءَ جي اجلاس ۾ ميمبرن صوبي ۾ امن امان جي صورتحال تي بحث ڪيو ۽ حڪومت کي تجويزون ڏنيون. وزير اعليٰ چيو ته حڪومت عوام جي مسئلن کي حل ڪرڻ لاءِ سنجيده آهي ۽ ترقياتي منصوبن تي ڪم تيزيءَ سان جاري آهي. اجلاس ۾ مختلف قراردادون به منظور ڪيون ويون.: [379, 385, 555, 477]
story-headline: ڀرتي: [945, 556, 1111, 575]
story: [750, 215, 932, 323]
story-text: سول جج ۽ جوڊيشل مئجسٽريٽ جي عدالت ۾ ڪيس جي ٻڌڻي ملتوي ڪئي وئي. جوابدار کي اطلاع ڏنو وڃي ٿو ته هو مقرر ڏينهن صبح جو عدالت ۾ پيش ٿئي. غير حاضري جي صورت ۾ قانون مطابق ڪارروائي ڪئي ويندي.: [9, 830, 181, 899]
story: [189, 343, 371, 485]
story-text: شڪارپور (ڪاوش نيوز) شهر جي مکيه رستن جي خراب حالت سبب ٽرئفڪ جو نظام درهم برهم ٿي ويو آهي. شهرين چيو ته رستن جي مرمت لاءِ مليل فنڊ خرد برد ڪيا ويا آهن. انهن اعليٰ اختيارين کان مطالبو ڪيو ته معاملي جي جاچ ڪرائي ذميوارن خلاف ڪارروائي ڪئي وڃي.: [940, 1376, 1116, 1456]
story-text: شڪارپور (ڪاوش نيوز) شهر جي مکيه رستن جي خراب حالت سبب ٽرئفڪ جو نظام درهم برهم ٿي ويو آهي. شهرين چيو ته رستن جي مرمت لاءِ مليل فنڊ خرد برد ڪيا ويا آهن. انهن اعليٰ اختيارين کان مطالبو ڪيو ته معاملي جي جاچ ڪرائي ذميوارن خلاف ڪارروائي ڪئي وڃي.: [940, 1262, 1116, 1342]
story-text: حيدرآباد (ڪاوش رپورٽ) امتحانن جا نتيجا جاري ڪيا ويا آهن. ڪامياب اميدوارن جا نالا: محمد علي ولد عبدالله، غلام رسول ولد محمد بخش، عبدالرحيم ولد غلام حسين، نذير احمد ولد الله ڏنو، محمد صالح ولد عبدالڪريم، علي نواز ولد غلام قادر، شير محمد ولد الهه بخش، عبدالغفور ولد محمد سليمان.: [1127, 784, 1311, 865]
story-headline: ريلي: [945, 442, 1111, 461]
court-notice-banner: ڪورٽ نوٽيس: [6, 667, 184, 691]
story-headline: قومي: [197, 935, 363, 954]
story: [563, 1012, 745, 1120]
story: [563, 329, 745, 437]
story: [750, 670, 932, 778]
story-text: فيملي ڪورٽ ۾ داخل ڪيل ڪيس ۾ جوابدار کي اشتهار ذريعي اطلاع ڏنو وڃي ٿو ته هو 2010 جي مقرر تاريخ تي حاضر ٿئي. عدالت ڌرين جا بيان رڪارڊ ڪرڻ بعد فيصلو محفوظ ڪندي.: [9, 1028, 181, 1086]
story-text: حيدرآباد (ڪاوش رپورٽ) شهر جي مختلف علائقن ۾ پاڻي ۽ بجلي جي کوٽ خلاف ماڻهن احتجاج ڪيو ۽ روڊ بلاڪ ڪري ڌرڻا هنيا. مظاهرين جو چوڻ هو ته ڪيترن ڏينهن کان علائقي ۾ پاڻي جي فراهمي بند آهي، جنهن ڪري کين سخت مشڪلاتن کي منهن ڏيڻو پئي رهيو آهي. لاڳاپيل آفيسرن کي بار بار شڪايتون ڪرڻ باوجود ڪوبه عمل نه ڪيو ويو. مظاهرين مطالبو ڪيو ته مسئلو فوري طور حل ڪيو وڃي.: [192, 1254, 368, 1369]
story: [750, 556, 932, 664]
title-city: Hyderabad: [152, 6, 258, 32]
story-headline: ٽرانسپورٽ: [945, 1125, 1111, 1144]
story: [189, 1232, 371, 1374]
story-headline: نوابشاهه: [571, 898, 737, 917]
story: [937, 1012, 1119, 1120]
story-headline: مارشل لا: [197, 1380, 363, 1399]
story-headline: گرفتاري: [384, 613, 550, 632]
story-text: حيدرآباد (ڪاوش رپورٽ) شهر جي مختلف علائقن ۾ پاڻي ۽ بجلي جي کوٽ خلاف ماڻهن احتجاج ڪيو ۽ روڊ بلاڪ ڪري ڌرڻا هنيا. مظاهرين جو چوڻ هو ته ڪيترن ڏينهن کان علائقي ۾ پاڻي جي فراهمي بند آهي، جنهن ڪري کين سخت مشڪلاتن کي منهن ڏيڻو پئي رهيو آهي. لاڳاپيل آفيسرن کي بار بار شڪايتون ڪرڻ باوجود ڪوبه عمل نه ڪيو ويو. مظاهرين مطالبو ڪيو ته مسئلو فوري طور حل ڪيو وڃي.: [192, 514, 368, 628]
story: [376, 363, 558, 482]
story: [189, 935, 371, 1077]
story: [750, 898, 932, 1006]
story-headline: اسپتال: [384, 1114, 550, 1133]
story-headline: زراعت: [758, 898, 924, 917]
story: [376, 238, 558, 357]
story: [189, 639, 371, 781]
story: [563, 670, 745, 778]
story-headline: پٿر: [1327, 983, 1487, 1002]
story-text: اسلام آباد (ايجنسيون) وفاقي حڪومت ملڪ ۾ تعليم ۽ صحت جي شعبن لاءِ نوان منصوبا شروع ڪرڻ جو اعلان ڪيو آهي. سرڪاري ذريعن موجب انهن منصوبن تحت نوان اسڪول ۽ اسپتالون ٺاهيون وينديون ۽ موجوده ادارن کي بهتر بڻايو ويندو. منصوبن لاءِ بجيٽ ۾ رقم مختص ڪئي وئي آهي.: [753, 237, 929, 318]
column-court-notices: [6, 44, 184, 2399]
story-headline: پاڻي: [197, 1232, 363, 1251]
story-text: حيدرآباد (ڪاوش رپورٽ) سنڌ جي مختلف شهرن ۾ ٿيل واقعن ۾ ڪيترائي ماڻهو زخمي ٿي پيا، جڏهن ته پوليس ڪيس داخل ڪري تحقيقات شروع ڪري ڇڏي آهي. شاهدن موجب واقعي کانپوءِ علائقي ۾ ڇڪتاڻ پکڙجي وئي ۽ ماڻهن احتجاج ڪيو. عدالت ڌرين کي نوٽيس جاري ڪري جواب طلب ڪيو آهي.: [9, 937, 181, 1029]
quiz-heading: ڳجهارتن جا جواب: [1395, 53, 1484, 67]
story-text: ڪراچي (ڪاوش رپورٽ) سنڌ اسيمبليءَ جي اجلاس ۾ ميمبرن صوبي ۾ امن امان جي صورتحال تي بحث ڪيو ۽ حڪومت کي تجويزون ڏنيون. وزير اعليٰ چيو ته حڪومت عوام جي مسئلن کي حل ڪرڻ لاءِ سنجيده آهي ۽ ترقياتي منصوبن تي ڪم تيزيءَ سان جاري آهي. اجلاس ۾ مختلف قراردادون به منظور ڪيون ويون.: [379, 1513, 555, 1604]
court-notice-banner: ڪورٽ نوٽيس: [6, 1177, 184, 1201]
story-headline: مطالبو: [384, 1490, 550, 1509]
story: [376, 864, 558, 983]
column-6: [937, 44, 1119, 2399]
story: [189, 195, 371, 337]
story: [376, 488, 558, 607]
story-text: حيدرآباد (ڪاوش رپورٽ) شهر جي مختلف علائقن ۾ پاڻي ۽ بجلي جي کوٽ خلاف ماڻهن احتجاج ڪيو ۽ روڊ بلاڪ ڪري ڌرڻا هنيا. مظاهرين جو چوڻ هو ته ڪيترن ڏينهن کان علائقي ۾ پاڻي جي فراهمي بند آهي، جنهن ڪري کين سخت مشڪلاتن کي منهن ڏيڻو پئي رهيو آهي. لاڳاپيل آفيسرن کي بار بار شڪايتون ڪرڻ باوجود ڪوبه عمل نه ڪيو ويو. مظاهرين مطالبو ڪيو ته مسئلو فوري طور حل ڪيو وڃي.: [192, 662, 368, 776]
story: [189, 1676, 371, 1818]
story: [1319, 1096, 1495, 1204]
story-text: اسلام آباد (ايجنسيون) وفاقي حڪومت ملڪ ۾ تعليم ۽ صحت جي شعبن لاءِ نوان منصوبا شروع ڪرڻ جو اعلان ڪيو آهي. سرڪاري ذريعن موجب انهن منصوبن تحت نوان اسڪول ۽ اسپتالون ٺاهيون وينديون ۽ موجوده ادارن کي بهتر بڻايو ويندو. منصوبن لاءِ بجيٽ ۾ رقم مختص ڪئي وئي آهي.: [753, 351, 929, 431]
story-text: اسلام آباد (ايجنسيون) وفاقي حڪومت ملڪ ۾ تعليم ۽ صحت جي شعبن لاءِ نوان منصوبا شروع ڪرڻ جو اعلان ڪيو آهي. سرڪاري ذريعن موجب انهن منصوبن تحت نوان اسڪول ۽ اسپتالون ٺاهيون وينديون ۽ موجوده ادارن کي بهتر بڻايو ويندو. منصوبن لاءِ بجيٽ ۾ رقم مختص ڪئي وئي آهي.: [753, 1262, 929, 1342]
story: [937, 442, 1119, 550]
story-text: حيدرآباد (ڪاوش رپورٽ) شهر جي مختلف علائقن ۾ پاڻي ۽ بجلي جي کوٽ خلاف ماڻهن احتجاج ڪيو ۽ روڊ بلاڪ ڪري ڌرڻا هنيا. مظاهرين جو چوڻ هو ته ڪيترن ڏينهن کان علائقي ۾ پاڻي جي فراهمي بند آهي، جنهن ڪري کين سخت مشڪلاتن کي منهن ڏيڻو پئي رهيو آهي. لاڳاپيل آفيسرن کي بار بار شڪايتون ڪرڻ باوجود ڪوبه عمل نه ڪيو ويو. مظاهرين مطالبو ڪيو ته مسئلو فوري طور حل ڪيو وڃي.: [192, 1698, 368, 1813]
story-text: لاڙڪاڻو (ڪاوش نيوز) ضلعي جي مختلف ڳوٺن ۾ صحت جون سهولتون نه هجڻ سبب ماڻهو سخت پريشان آهن. ڳوٺاڻن ٻڌايو ته اسپتالن ۾ ڊاڪٽر ۽ دوائون موجود ناهن ۽ مريضن کي شهر ڏانهن وٺي وڃڻو پوي ٿو. انهن حڪومت کان مطالبو ڪيو ته ڳوٺن ۾ صحت مرڪز قائم ڪيا وڃن.: [566, 1262, 742, 1342]
story: [937, 1239, 1119, 1347]
story-headline: شادي وارو: [197, 195, 363, 214]
story-text: لاڙڪاڻو (ڪاوش نيوز) ضلعي جي مختلف ڳوٺن ۾ صحت جون سهولتون نه هجڻ سبب ماڻهو سخت پريشان آهن. ڳوٺاڻن ٻڌايو ته اسپتالن ۾ ڊاڪٽر ۽ دوائون موجود ناهن ۽ مريضن کي شهر ڏانهن وٺي وڃڻو پوي ٿو. انهن حڪومت کان مطالبو ڪيو ته ڳوٺن ۾ صحت مرڪز قائم ڪيا وڃن.: [566, 123, 742, 204]
story: [376, 1240, 558, 1359]
story-headline: ميرپورخاص: [571, 1353, 737, 1372]
story-text: حيدرآباد (ڪاوش رپورٽ) سنڌ جي مختلف شهرن ۾ ٿيل واقعن ۾ ڪيترائي ماڻهو زخمي ٿي پيا، جڏهن ته پوليس ڪيس داخل ڪري تحقيقات شروع ڪري ڇڏي آهي. شاهدن موجب واقعي کانپوءِ علائقي ۾ ڇڪتاڻ پکڙجي وئي ۽ ماڻهن احتجاج ڪيو. عدالت ڌرين کي نوٽيس جاري ڪري جواب طلب ڪيو آهي.: [9, 564, 181, 656]
story: [1319, 1210, 1495, 1318]
story-text: ڊسٽرڪٽ ۽ سيشن جج جي عدالت ۾ درخواست داخل ڪئي وئي آهي ته درخواست گذار جي زمين تي غير قانوني قبضو ڪيو ويو آهي. عدالت جوابدارن کي هدايت ڪئي آهي ته هو مقرر تاريخ تي حاضر ٿي پنهنجو جواب داخل ڪن، نه ته يڪطرفي ڪارروائي ڪئي ويندي.: [9, 1085, 181, 1166]
story-text: حيدرآباد (ڪاوش رپورٽ) امتحانن جا نتيجا جاري ڪيا ويا آهن. ڪامياب اميدوارن جا نالا: محمد علي ولد عبدالله، غلام رسول ولد محمد بخش، عبدالرحيم ولد غلام حسين، نذير احمد ولد الله ڏنو، محمد صالح ولد عبدالڪريم، علي نواز ولد غلام قادر، شير محمد ولد الهه بخش، عبدالغفور ولد محمد سليمان.: [1127, 1058, 1311, 1138]
story-text: شڪارپور (ڪاوش نيوز) شهر جي مکيه رستن جي خراب حالت سبب ٽرئفڪ جو نظام درهم برهم ٿي ويو آهي. شهرين چيو ته رستن جي مرمت لاءِ مليل فنڊ خرد برد ڪيا ويا آهن. انهن اعليٰ اختيارين کان مطالبو ڪيو ته معاملي جي جاچ ڪرائي ذميوارن خلاف ڪارروائي ڪئي وڃي.: [940, 920, 1116, 1001]
column-3: [376, 44, 558, 2399]
story-headline: پريس ڪانفرنس: [945, 329, 1111, 348]
story-text: حيدرآباد (ڪاوش رپورٽ) سنڌ جي مختلف شهرن ۾ ٿيل واقعن ۾ ڪيترائي ماڻهو زخمي ٿي پيا، جڏهن ته پوليس ڪيس داخل ڪري تحقيقات شروع ڪري ڇڏي آهي. شاهدن موجب واقعي کانپوءِ علائقي ۾ ڇڪتاڻ پکڙجي وئي ۽ ماڻهن احتجاج ڪيو. عدالت ڌرين کي نوٽيس جاري ڪري جواب طلب ڪيو آهي.: [9, 44, 181, 135]
story-headline: نيشنل: [758, 329, 924, 348]
story-text: ٿرپارڪر (ڪاوش نيوز) ضلعي ۾ پاڻي جي کوٽ سبب ماڻهو ۽ مال سخت مشڪلاتن جو شڪار آهن. ڳوٺاڻن ٻڌايو ته کوهن جو پاڻي سڪي ويو آهي ۽ کين ڪيترا ميل پنڌ ڪري پاڻي آڻڻو پوي ٿو. سماجي تنظيمن حڪومت کان مطالبو ڪيو آهي ته علائقي ۾ فوري طور پاڻي جي فراهمي لاءِ انتظام ڪيا وڃن.: [1322, 1005, 1492, 1086]
story: [750, 442, 932, 550]
story-text: ڪراچي (ڪاوش رپورٽ) سنڌ اسيمبليءَ جي اجلاس ۾ ميمبرن صوبي ۾ امن امان جي صورتحال تي بحث ڪيو ۽ حڪومت کي تجويزون ڏنيون. وزير اعليٰ چيو ته حڪومت عوام جي مسئلن کي حل ڪرڻ لاءِ سنجيده آهي ۽ ترقياتي منصوبن تي ڪم تيزيءَ سان جاري آهي. اجلاس ۾ مختلف قراردادون به منظور ڪيون ويون.: [379, 135, 555, 227]
story: [750, 1353, 932, 1461]
story-text: حيدرآباد (ڪاوش رپورٽ) امتحانن جا نتيجا جاري ڪيا ويا آهن. ڪامياب اميدوارن جا نالا: محمد علي ولد عبدالله، غلام رسول ولد محمد بخش، عبدالرحيم ولد غلام حسين، نذير احمد ولد الله ڏنو، محمد صالح ولد عبدالڪريم، علي نواز ولد غلام قادر، شير محمد ولد الهه بخش، عبدالغفور ولد محمد سليمان.: [1127, 203, 1311, 284]
story-text: لاڙڪاڻو (ڪاوش نيوز) ضلعي جي مختلف ڳوٺن ۾ صحت جون سهولتون نه هجڻ سبب ماڻهو سخت پريشان آهن. ڳوٺاڻن ٻڌايو ته اسپتالن ۾ ڊاڪٽر ۽ دوائون موجود ناهن ۽ مريضن کي شهر ڏانهن وٺي وڃڻو پوي ٿو. انهن حڪومت کان مطالبو ڪيو ته ڳوٺن ۾ صحت مرڪز قائم ڪيا وڃن.: [566, 1376, 742, 1456]
story-headline: رنگ پور: [1327, 789, 1487, 808]
page-number: 6: [1452, 4, 1488, 38]
story-headline: نوڪري: [197, 639, 363, 658]
story-headline: پاڪستان: [758, 215, 924, 234]
story-text: شڪارپور (ڪاوش نيوز) شهر جي مکيه رستن جي خراب حالت سبب ٽرئفڪ جو نظام درهم برهم ٿي ويو آهي. شهرين چيو ته رستن جي مرمت لاءِ مليل فنڊ خرد برد ڪيا ويا آهن. انهن اعليٰ اختيارين کان مطالبو ڪيو ته معاملي جي جاچ ڪرائي ذميوارن خلاف ڪارروائي ڪئي وڃي.: [940, 693, 1116, 773]
story-text: اسلام آباد (ايجنسيون) وفاقي حڪومت ملڪ ۾ تعليم ۽ صحت جي شعبن لاءِ نوان منصوبا شروع ڪرڻ جو اعلان ڪيو آهي. سرڪاري ذريعن موجب انهن منصوبن تحت نوان اسڪول ۽ اسپتالون ٺاهيون وينديون ۽ موجوده ادارن کي بهتر بڻايو ويندو. منصوبن لاءِ بجيٽ ۾ رقم مختص ڪئي وئي آهي.: [753, 1376, 929, 1456]
story-text: حيدرآباد (ڪاوش رپورٽ) شهر جي مختلف علائقن ۾ پاڻي ۽ بجلي جي کوٽ خلاف ماڻهن احتجاج ڪيو ۽ روڊ بلاڪ ڪري ڌرڻا هنيا. مظاهرين جو چوڻ هو ته ڪيترن ڏينهن کان علائقي ۾ پاڻي جي فراهمي بند آهي، جنهن ڪري کين سخت مشڪلاتن کي منهن ڏيڻو پئي رهيو آهي. لاڳاپيل آفيسرن کي بار بار شڪايتون ڪرڻ باوجود ڪوبه عمل نه ڪيو ويو. مظاهرين مطالبو ڪيو ته مسئلو فوري طور حل ڪيو وڃي.: [192, 1402, 368, 1517]
story-text: اسلام آباد (ايجنسيون) وفاقي حڪومت ملڪ ۾ تعليم ۽ صحت جي شعبن لاءِ نوان منصوبا شروع ڪرڻ جو اعلان ڪيو آهي. سرڪاري ذريعن موجب انهن منصوبن تحت نوان اسڪول ۽ اسپتالون ٺاهيون وينديون ۽ موجوده ادارن کي بهتر بڻايو ويندو. منصوبن لاءِ بجيٽ ۾ رقم مختص ڪئي وئي آهي.: [753, 1148, 929, 1228]
